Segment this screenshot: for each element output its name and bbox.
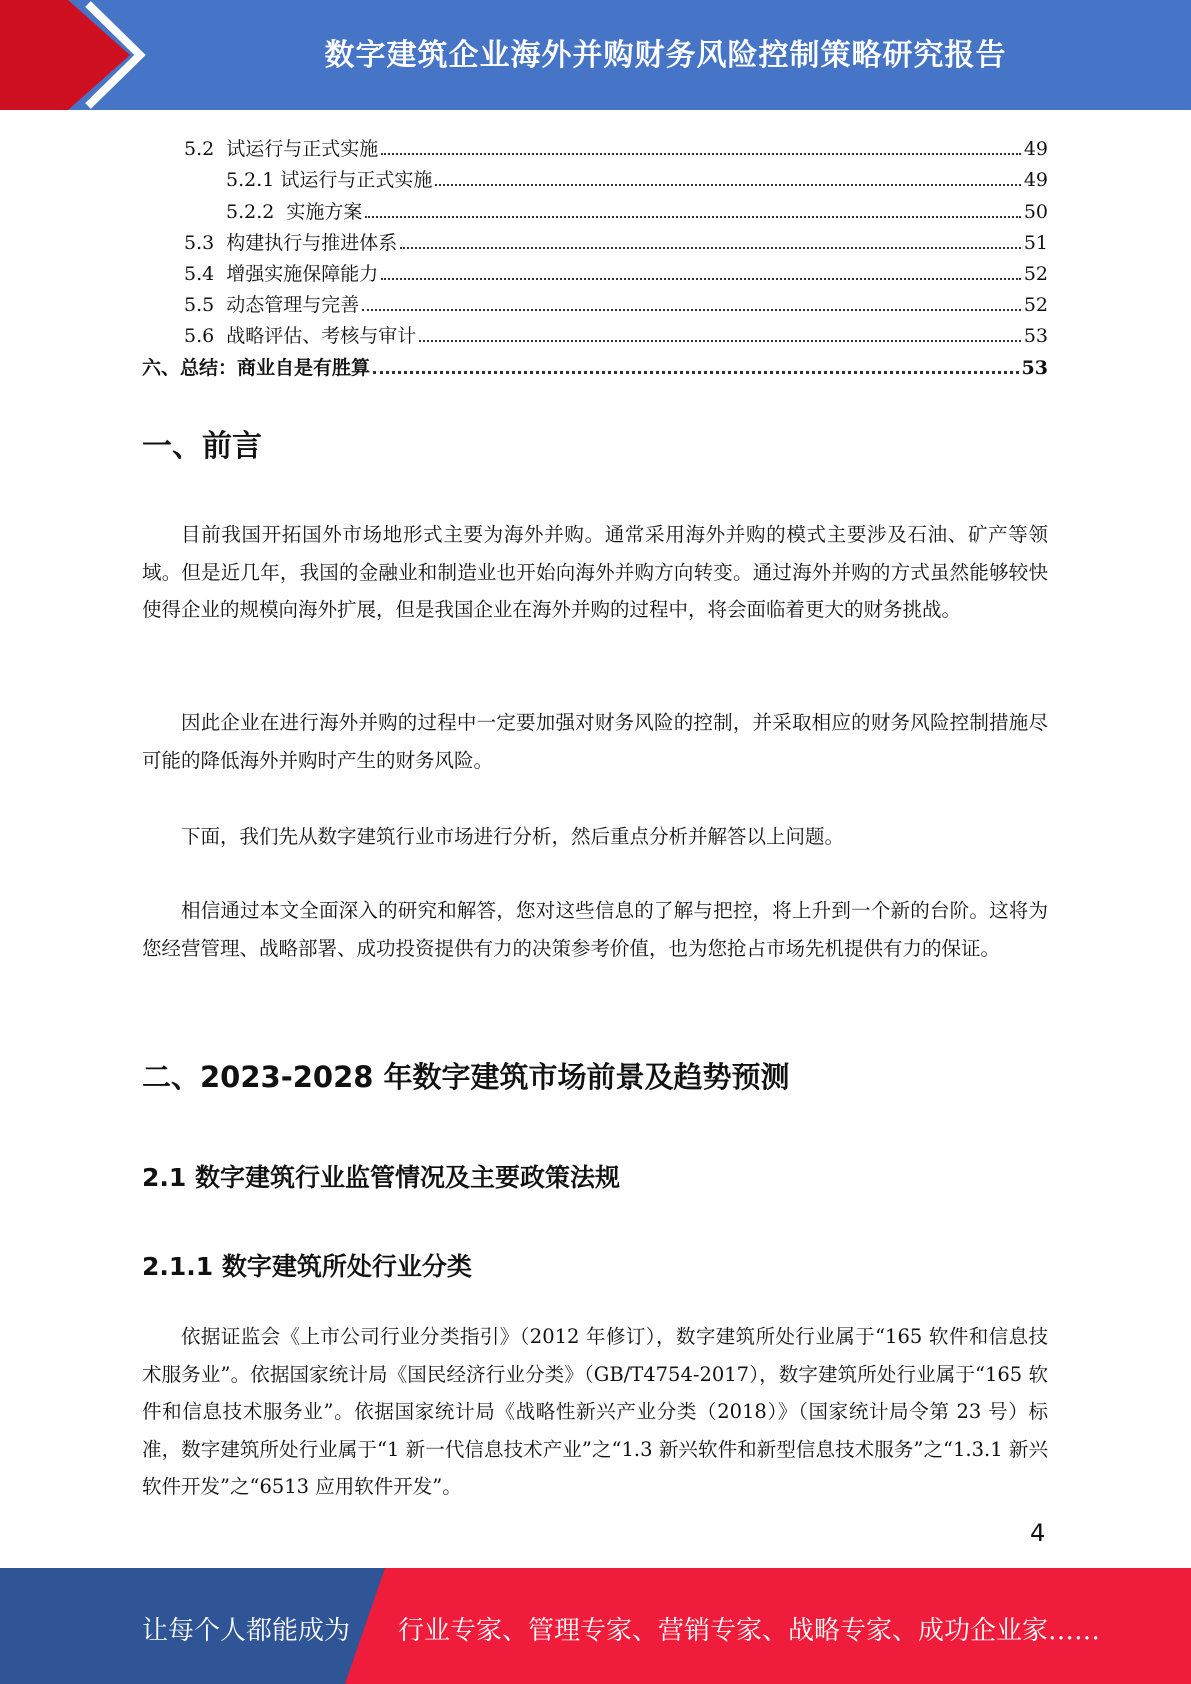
toc-entry-label: 5.4 增强实施保障能力 (184, 262, 379, 285)
toc-entry-page: 49 (1023, 138, 1048, 161)
toc-entry[interactable] (142, 317, 1048, 348)
table-of-contents (142, 130, 1048, 380)
toc-entry[interactable] (142, 192, 1048, 223)
footer-slogan-left: 让每个人都能成为 (142, 1616, 351, 1646)
toc-entry[interactable] (142, 348, 1048, 379)
toc-leader-dots (365, 215, 1020, 218)
report-title: 数字建筑企业海外并购财务风险控制策略研究报告 (324, 38, 1007, 73)
toc-leader-dots (381, 277, 1021, 280)
section-heading-2-1-1: 2.1.1 数字建筑所处行业分类 (142, 1252, 472, 1281)
toc-entry[interactable] (142, 161, 1048, 192)
toc-entry-page: 53 (1023, 325, 1048, 348)
page-footer (0, 1568, 1191, 1684)
body-paragraph: 因此企业在进行海外并购的过程中一定要加强对财务风险的控制，并采取相应的财务风险控制措施尽可能的降低海外并购时产生的财务风险。 (142, 711, 1048, 772)
toc-entry-label: 5.2 试运行与正式实施 (184, 138, 379, 161)
toc-leader-dots (419, 339, 1021, 342)
toc-entry-page: 52 (1023, 294, 1048, 317)
toc-leader-dots (435, 183, 1020, 186)
toc-leader-dots (400, 246, 1021, 249)
toc-entry[interactable] (142, 286, 1048, 317)
page-number: 4 (1030, 1519, 1046, 1547)
toc-entry[interactable] (142, 130, 1048, 161)
toc-entry-page: 52 (1023, 262, 1048, 285)
toc-leader-dots (373, 370, 1019, 374)
toc-entry[interactable] (142, 255, 1048, 286)
toc-entry-page: 51 (1023, 231, 1048, 254)
footer-slogan-right: 行业专家、管理专家、营销专家、战略专家、成功企业家…… (398, 1616, 1101, 1646)
toc-entry-label: 5.6 战略评估、考核与审计 (184, 325, 417, 348)
toc-entry-label: 5.2.2 实施方案 (226, 200, 363, 223)
toc-entry-label: 5.3 构建执行与推进体系 (184, 231, 398, 254)
toc-entry-label: 5.5 动态管理与完善 (184, 294, 360, 317)
section-heading-intro: 一、前言 (142, 429, 262, 464)
body-paragraph: 目前我国开拓国外市场地形式主要为海外并购。通常采用海外并购的模式主要涉及石油、矿产等领域。但是近几年，我国的金融业和制造业也开始向海外并购方向转变。通过海外并购的方式虽然能够较快使得企业的规模向海外扩展，但是我国企业在海外并购的过程中，将会面临着更大的财务挑战。 (142, 523, 1048, 621)
body-paragraph: 下面，我们先从数字建筑行业市场进行分析，然后重点分析并解答以上问题。 (181, 825, 845, 848)
toc-entry-page: 53 (1021, 356, 1048, 379)
body-paragraph: 依据证监会《上市公司行业分类指引》（2012 年修订），数字建筑所处行业属于“165 软件和信息技术服务业”。依据国家统计局《国民经济行业分类》（GB/T4754-2017），数字建筑所处行业属于“165 软件和信息技术服务业”。依据国家统计局《战略性新兴产业分类（2018）》（国家统计局令第 23 号）标准，数字建筑所处行业属于“1 新一代信息技术产业”之“1.3 新兴软件和新型信息技术服务”之“1.3.1 新兴软件开发”之“6513 应用软件开发”。 (142, 1325, 1048, 1498)
toc-entry-label: 六、总结：商业自是有胜算 (142, 356, 371, 379)
section-heading-2: 二、2023-2028 年数字建筑市场前景及趋势预测 (142, 1060, 790, 1094)
page-header (0, 0, 1191, 110)
toc-entry-label: 5.2.1 试运行与正式实施 (226, 169, 433, 192)
section-heading-2-1: 2.1 数字建筑行业监管情况及主要政策法规 (142, 1163, 620, 1192)
toc-entry-page: 50 (1023, 200, 1048, 223)
toc-entry[interactable] (142, 224, 1048, 255)
header-chevron-icon (0, 0, 160, 110)
toc-entry-page: 49 (1023, 169, 1048, 192)
toc-leader-dots (362, 308, 1021, 311)
body-paragraph: 相信通过本文全面深入的研究和解答，您对这些信息的了解与把控，将上升到一个新的台阶。这将为您经营管理、战略部署、成功投资提供有力的决策参考价值，也为您抢占市场先机提供有力的保证。 (142, 899, 1048, 960)
toc-leader-dots (381, 152, 1021, 155)
